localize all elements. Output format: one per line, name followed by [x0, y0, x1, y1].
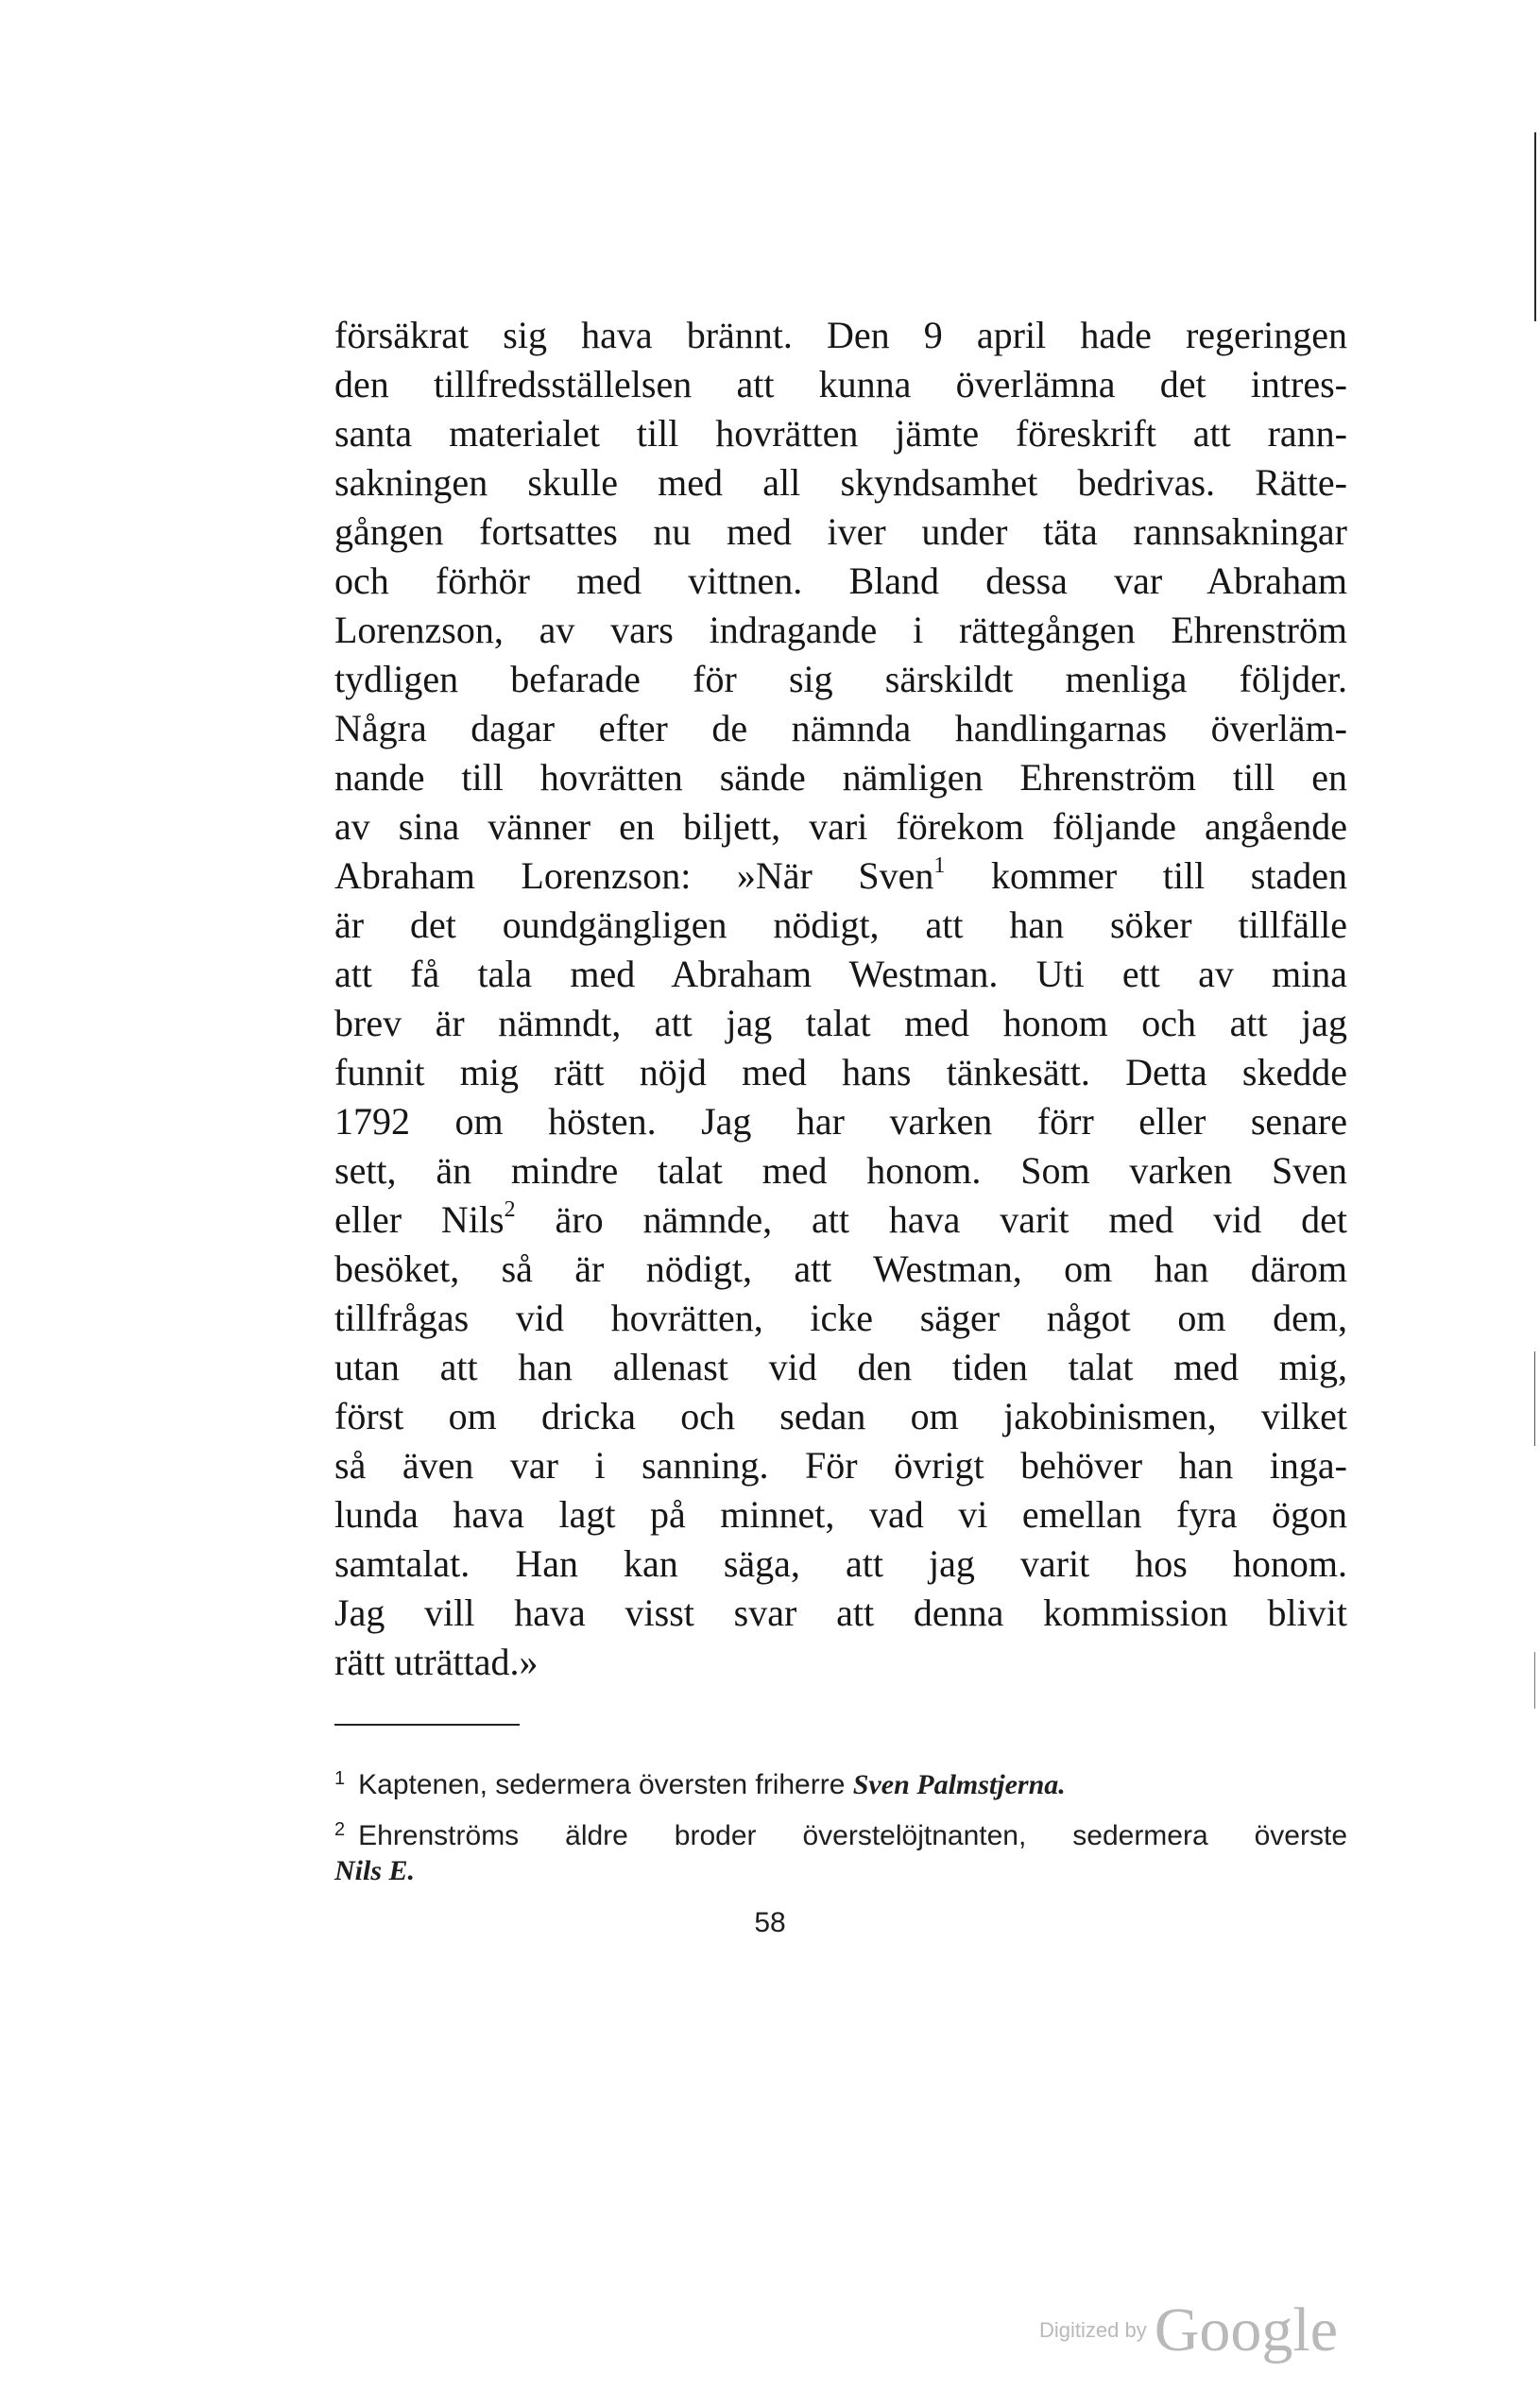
- text-line: [334, 851, 1347, 901]
- text-line: Lorenzson, av vars indragande i rättegången Ehrenström: [334, 609, 1347, 651]
- footnote-mark: 1: [334, 1768, 346, 1789]
- text-line: Några dagar efter de nämnda handlingarnas överläm-: [334, 707, 1347, 749]
- footnote-ref-2: 2: [504, 1197, 516, 1223]
- footnote-text: Ehrenströms äldre broder överstelöjtnanten, sedermera överste: [358, 1820, 1347, 1851]
- text-segment: Abraham Lorenzson: »När Sven: [334, 854, 934, 897]
- text-line: så även var i sanning. För övrigt behöver han inga-: [334, 1444, 1347, 1487]
- scan-edge-mark: [1534, 1652, 1535, 1709]
- text-line: 1792 om hösten. Jag har varken förr eller senare: [334, 1100, 1347, 1143]
- text-segment: eller Nils: [334, 1198, 505, 1241]
- scan-edge-mark: [1534, 1351, 1535, 1446]
- text-line: rätt uträttad.»: [334, 1641, 539, 1683]
- footnote-divider: [334, 1724, 520, 1726]
- footnote-2-continuation: [334, 1850, 1347, 1892]
- text-line: brev är nämndt, att jag talat med honom och att jag: [334, 1002, 1347, 1044]
- footnote-2: [334, 1809, 1347, 1850]
- text-line: av sina vänner en biljett, vari förekom följande angående: [334, 805, 1347, 848]
- text-segment: äro nämnde, att hava varit med vid det: [555, 1198, 1348, 1241]
- text-line: den tillfredsställelsen att kunna överlämna det intres-: [334, 363, 1347, 405]
- footnotes: [334, 1758, 1347, 1892]
- text-segment: kommer till staden: [990, 854, 1347, 897]
- text-line: santa materialet till hovrätten jämte föreskrift att rann-: [334, 412, 1347, 455]
- body-text: [334, 311, 1347, 1687]
- text-line: Jag vill hava visst svar att denna kommission blivit: [334, 1591, 1347, 1634]
- footnote-mark: 2: [334, 1819, 346, 1840]
- footnote-person-name: Sven Palmstjerna.: [852, 1769, 1066, 1800]
- text-line: försäkrat sig hava brännt. Den 9 april hade regeringen: [334, 314, 1347, 356]
- text-line: är det oundgängligen nödigt, att han söker tillfälle: [334, 903, 1347, 946]
- watermark-logo-text: Google: [1154, 2296, 1339, 2365]
- digitization-watermark: [1039, 2295, 1338, 2370]
- text-line: först om dricka och sedan om jakobinismen, vilket: [334, 1395, 1347, 1437]
- text-line: tillfrågas vid hovrätten, icke säger något om dem,: [334, 1297, 1347, 1339]
- text-line: samtalat. Han kan säga, att jag varit hos honom.: [334, 1542, 1347, 1585]
- text-line: och förhör med vittnen. Bland dessa var Abraham: [334, 559, 1347, 602]
- text-line: besöket, så är nödigt, att Westman, om han därom: [334, 1247, 1347, 1290]
- text-line: gången fortsattes nu med iver under täta rannsakningar: [334, 510, 1347, 553]
- text-line: utan att han allenast vid den tiden talat med mig,: [334, 1346, 1347, 1388]
- text-line: nande till hovrätten sände nämligen Ehrenström till en: [334, 756, 1347, 799]
- watermark-small-text: Digitized by: [1039, 2318, 1147, 2342]
- footnote-text: Kaptenen, sedermera översten friherre: [358, 1769, 846, 1800]
- text-line: sett, än mindre talat med honom. Som varken Sven: [334, 1149, 1347, 1192]
- footnote-ref-1: 1: [933, 853, 946, 879]
- scan-edge-mark: [1534, 132, 1536, 321]
- text-line: lunda hava lagt på minnet, vad vi emellan fyra ögon: [334, 1493, 1347, 1536]
- footnote-1: [334, 1758, 1347, 1799]
- footnote-person-name: Nils E.: [334, 1855, 416, 1886]
- page-number: 58: [754, 1907, 786, 1938]
- text-line: tydligen befarade för sig särskildt menliga följder.: [334, 658, 1347, 700]
- text-line: sakningen skulle med all skyndsamhet bedrivas. Rätte-: [334, 461, 1347, 504]
- text-line: att få tala med Abraham Westman. Uti ett av mina: [334, 953, 1347, 995]
- text-line: [334, 1195, 1347, 1245]
- text-line: funnit mig rätt nöjd med hans tänkesätt. Detta skedde: [334, 1051, 1347, 1093]
